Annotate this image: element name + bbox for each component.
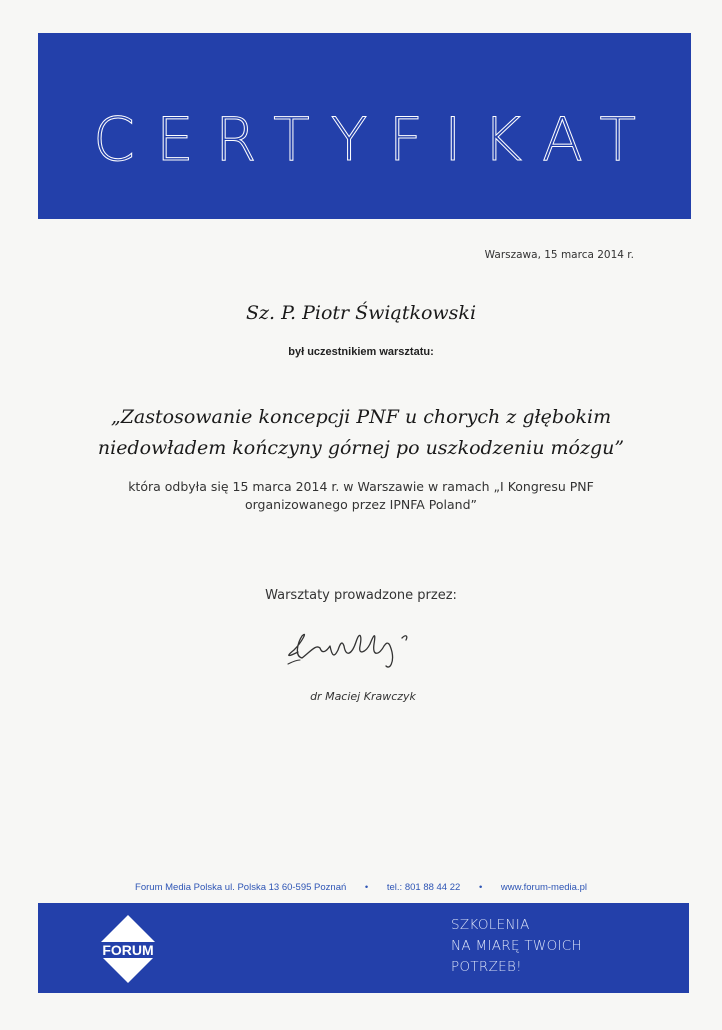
contact-website[interactable]: www.forum-media.pl <box>500 882 587 893</box>
contact-line <box>0 882 722 893</box>
certificate-title: CERTYFIKAT <box>93 105 657 175</box>
contact-phone: tel.: 801 88 44 22 <box>386 882 461 893</box>
event-description <box>60 478 662 514</box>
workshop-title <box>60 402 662 464</box>
event-description-line-2: organizowanego przez IPNFA Poland” <box>244 497 478 512</box>
issue-date: Warszawa, 15 marca 2014 r. <box>484 249 634 261</box>
contact-separator: • <box>364 882 369 893</box>
footer-slogan <box>451 915 582 978</box>
led-by-label: Warsztaty prowadzone przez: <box>265 588 457 603</box>
recipient-name: Sz. P. Piotr Świątkowski <box>245 302 477 324</box>
slogan-line-3: POTRZEB! <box>451 959 522 975</box>
signature-image <box>280 622 430 672</box>
certificate-header-banner <box>38 33 691 219</box>
workshop-title-line-1: „Zastosowanie koncepcji PNF u chorych z głębokim <box>110 406 612 428</box>
contact-separator: • <box>478 882 483 893</box>
workshop-leader-name: dr Maciej Krawczyk <box>310 690 416 703</box>
slogan-line-1: SZKOLENIA <box>451 917 530 933</box>
contact-address: Forum Media Polska ul. Polska 13 60-595 Poznań <box>135 882 347 893</box>
logo-text: FORUM <box>102 942 154 958</box>
participant-text: był uczestnikiem warsztatu: <box>288 346 434 358</box>
workshop-title-line-2: niedowładem kończyny górnej po uszkodzeniu mózgu” <box>97 437 625 459</box>
slogan-line-2: NA MIARĘ TWOICH <box>451 938 582 954</box>
forum-logo <box>90 911 166 987</box>
event-description-line-1: która odbyła się 15 marca 2014 r. w Warszawie w ramach „I Kongresu PNF <box>128 479 594 494</box>
footer-banner <box>38 903 689 993</box>
